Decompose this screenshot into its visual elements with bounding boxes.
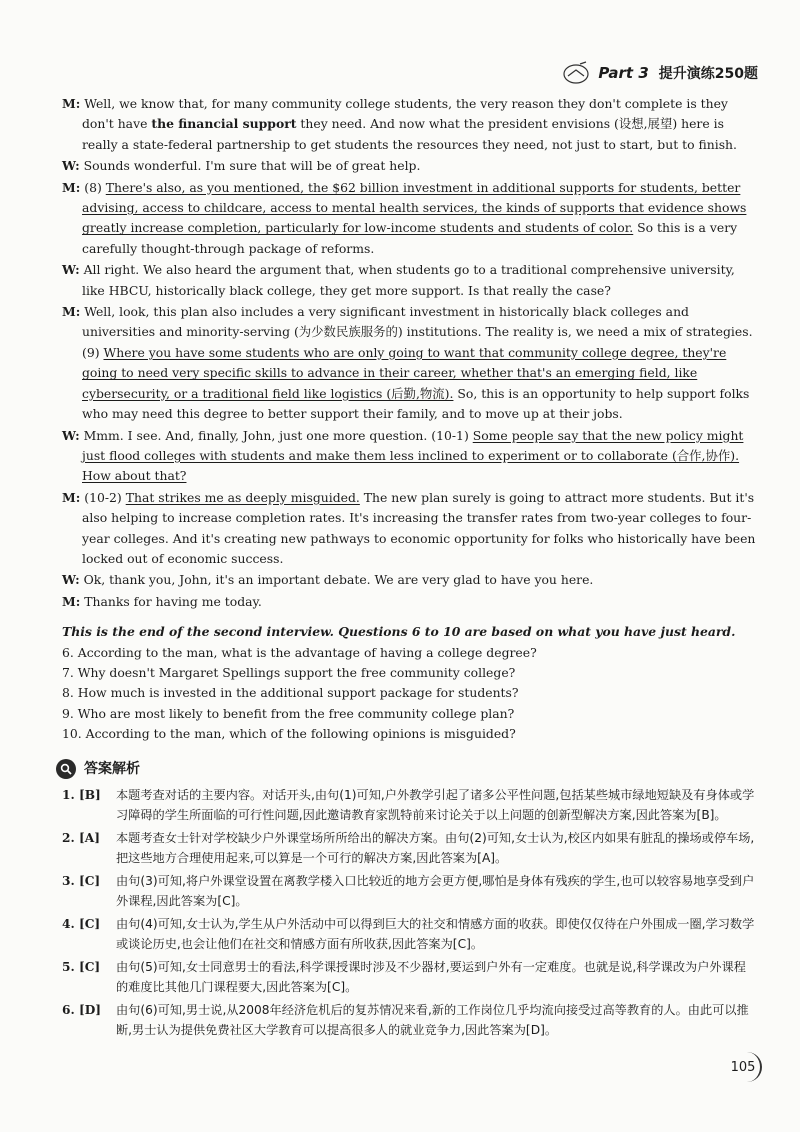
page-header — [562, 60, 758, 86]
page-content — [62, 94, 756, 1043]
dialogue-line — [62, 592, 756, 612]
section-title: 提升演练250题 — [658, 66, 758, 82]
answer-item — [62, 785, 756, 825]
magnifier-icon — [56, 759, 76, 779]
answer-number: 2. [A] — [62, 831, 100, 845]
question-item: 8. How much is invested in the additional support package for students? — [62, 685, 519, 701]
question-item: 9. Who are most likely to benefit from the free community college plan? — [62, 705, 515, 721]
dialogue-text: Well, we know that, for many community college students, the very reason they don't complete is they don't have — [82, 96, 728, 132]
dialogue-text: All right. We also heard the argument that, when students go to a traditional comprehensive university, like HBCU, historically black college, they get more support. Is that really the case? — [82, 262, 735, 298]
answer-number: 1. [B] — [62, 788, 101, 802]
question-item: 10. According to the man, which of the following opinions is misguided? — [62, 726, 516, 742]
dialogue-line — [62, 156, 756, 176]
answer-number: 4. [C] — [62, 917, 101, 931]
answer-explanation: 本题考查女士针对学校缺少户外课堂场所所给出的解决方案。由句(2)可知,女士认为,校区内如果有脏乱的操场或停车场,把这些地方合理使用起来,可以算是一个可行的解决方案,因此答案为[A]。 — [116, 831, 755, 865]
speaker-label: W: — [62, 158, 80, 174]
answer-section-title: 答案解析 — [84, 760, 140, 777]
speaker-label: M: — [62, 489, 81, 505]
dialogue-line — [62, 570, 756, 590]
answer-list — [62, 785, 756, 1040]
speaker-label: W: — [62, 427, 80, 443]
dialogue-line — [62, 426, 756, 487]
answer-explanation: 由句(6)可知,男士说,从2008年经济危机后的复苏情况来看,新的工作岗位几乎均流向接受过高等教育的人。由此可以推断,男士认为提供免费社区大学教育可以提高很多人的就业竞争力,因此答案为[D]。 — [116, 1003, 749, 1037]
answer-item — [62, 1000, 756, 1040]
underlined-key-sentence: Some people say that the new policy might just flood colleges with students and make them less inclined to experiment or to collaborate (合作,协作). How about that? — [82, 427, 744, 484]
dialogue-text: Sounds wonderful. I'm sure that will be of great help. — [83, 158, 421, 174]
answer-section-heading — [56, 759, 756, 779]
dialogue-text: Mmm. I see. And, finally, John, just one more question. (10-1) — [83, 427, 473, 443]
question-item: 6. According to the man, what is the advantage of having a college degree? — [62, 644, 537, 660]
underlined-key-sentence: That strikes me as deeply misguided. — [125, 489, 360, 505]
underlined-key-sentence: There's also, as you mentioned, the $62 billion investment in additional supports for students, better advising, access to childcare, access to mental health services, the kinds of supports that evidence shows greatly increase completion, particularly for low-income students and students of color. — [82, 179, 747, 236]
answer-number: 5. [C] — [62, 960, 101, 974]
dialogue-line — [62, 488, 756, 570]
dialogue-text: The new plan surely is going to attract more students. But it's also helping to increase completion rates. It's increasing the transfer rates from two-year colleges to four-year colleges. And it's creating new pathways to economic opportunity for folks who historically have been locked out of economic success. — [82, 489, 756, 566]
book-logo-icon — [562, 60, 592, 86]
dialogue-text: So, this is an opportunity to help support folks who may need this degree to better support their family, and to move up at their jobs. — [82, 385, 750, 422]
page-number: 105 — [726, 1052, 762, 1082]
answer-number: 3. [C] — [62, 874, 101, 888]
dialogue-line — [62, 94, 756, 155]
speaker-label: W: — [62, 262, 80, 278]
answer-explanation: 本题考查对话的主要内容。对话开头,由句(1)可知,户外教学引起了诸多公平性问题,包括某些城市绿地短缺及有身体或学习障碍的学生所面临的可行性问题,因此邀请教育家凯特前来讨论关于以上问题的创新型解决方案,因此答案为[B]。 — [116, 788, 755, 822]
answer-item — [62, 914, 756, 954]
dialogue-text: (8) — [84, 179, 106, 195]
speaker-label: M: — [62, 593, 81, 609]
speaker-label: M: — [62, 179, 81, 195]
question-list — [62, 643, 756, 745]
speaker-label: M: — [62, 96, 81, 111]
question-item: 7. Why doesn't Margaret Spellings support the free community college? — [62, 664, 516, 680]
dialogue-line — [62, 260, 756, 301]
dialogue-text: they need. And now what the president envisions (设想,展望) here is really a state-federal partnership to get students the resources they need, not just to start, but to finish. — [82, 116, 737, 152]
dialogue-line — [62, 178, 756, 260]
dialogue-text: So this is a very carefully thought-through package of reforms. — [82, 220, 738, 256]
dialogue-text: Well, look, this plan also includes a very significant investment in historically black colleges and universities and minority-serving (为少数民族服务的) institutions. The reality is, we need a mix of strategies. (9) — [82, 304, 753, 360]
dialogue-text: (10-2) — [84, 489, 126, 505]
answer-item — [62, 871, 756, 911]
end-note: This is the end of the second interview. Questions 6 to 10 are based on what you have just heard. — [62, 624, 736, 640]
underlined-key-sentence: Where you have some students who are only going to want that community college degree, they're going to need very specific skills to advance in their career, whether that's an emerging field, like cybersecurity, or a traditional field like logistics (后勤,物流). — [82, 344, 727, 401]
part-label: Part 3 — [598, 64, 649, 82]
answer-explanation: 由句(4)可知,女士认为,学生从户外活动中可以得到巨大的社交和情感方面的收获。即使仅仅待在户外围成一圈,学习数学或谈论历史,也会让他们在社交和情感方面有所收获,因此答案为[C]。 — [116, 917, 755, 951]
dialogue-line — [62, 302, 756, 424]
answer-item — [62, 828, 756, 868]
dialogue-text: Thanks for having me today. — [84, 593, 262, 609]
answer-item — [62, 957, 756, 997]
dialogue-text: Ok, thank you, John, it's an important debate. We are very glad to have you here. — [83, 572, 594, 588]
answer-number: 6. [D] — [62, 1003, 102, 1017]
answer-explanation: 由句(3)可知,将户外课堂设置在离教学楼入口比较近的地方会更方便,哪怕是身体有残疾的学生,也可以较容易地享受到户外课程,因此答案为[C]。 — [116, 874, 755, 908]
speaker-label: W: — [62, 572, 80, 588]
speaker-label: M: — [62, 304, 81, 320]
dialogue-transcript — [62, 94, 756, 612]
answer-explanation: 由句(5)可知,女士同意男士的看法,科学课授课时涉及不少器材,要运到户外有一定难度。也就是说,科学课改为户外课程的难度比其他几门课程要大,因此答案为[C]。 — [116, 960, 746, 994]
dialogue-text: the financial support — [151, 116, 297, 132]
